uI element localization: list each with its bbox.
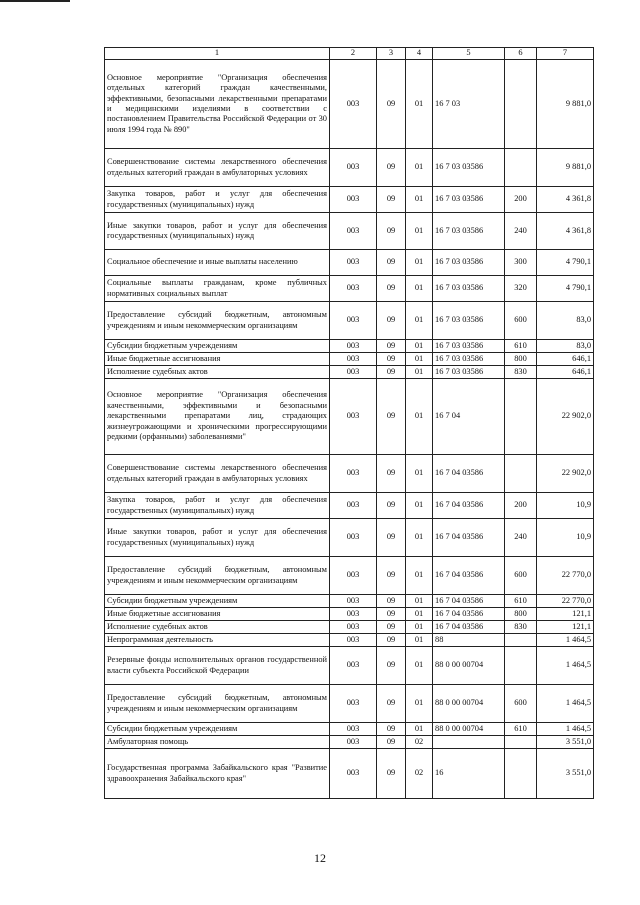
row-target-article: 16 7 03 03586 — [433, 149, 505, 187]
row-name: Исполнение судебных актов — [105, 621, 330, 634]
row-target-article: 16 7 03 03586 — [433, 366, 505, 379]
row-expense-type: 240 — [505, 519, 537, 557]
row-subsection-code: 01 — [406, 250, 433, 276]
row-amount: 22 770,0 — [537, 595, 594, 608]
row-ministry-code: 003 — [330, 379, 377, 455]
row-subsection-code: 01 — [406, 379, 433, 455]
row-subsection-code: 01 — [406, 595, 433, 608]
row-name: Совершенствование системы лекарственного обеспечения отдельных категорий граждан в амбулаторных условиях — [105, 455, 330, 493]
row-name: Основное мероприятие "Организация обеспечения отдельных категорий граждан качественными, эффективными, безопасными лекарственными препаратами и медицинскими изделиями в соответствии с постановлением Правительства Российской Федерации от 30 июля 1994 года № 890" — [105, 60, 330, 149]
table-row — [105, 595, 594, 608]
row-target-article: 88 — [433, 634, 505, 647]
row-target-article: 16 7 03 03586 — [433, 340, 505, 353]
row-section-code: 09 — [377, 634, 406, 647]
row-amount: 22 770,0 — [537, 557, 594, 595]
row-name: Амбулаторная помощь — [105, 736, 330, 749]
row-section-code: 09 — [377, 187, 406, 213]
col-header-7: 7 — [537, 48, 594, 60]
row-name: Государственная программа Забайкальского края "Развитие здравоохранения Забайкальского края" — [105, 749, 330, 799]
row-target-article: 88 0 00 00704 — [433, 685, 505, 723]
table-row — [105, 276, 594, 302]
row-ministry-code: 003 — [330, 455, 377, 493]
row-target-article: 16 7 03 03586 — [433, 250, 505, 276]
row-subsection-code: 01 — [406, 519, 433, 557]
row-expense-type: 240 — [505, 213, 537, 250]
row-name: Иные бюджетные ассигнования — [105, 608, 330, 621]
row-amount: 4 361,8 — [537, 187, 594, 213]
row-expense-type: 320 — [505, 276, 537, 302]
row-subsection-code: 02 — [406, 736, 433, 749]
row-amount: 4 790,1 — [537, 250, 594, 276]
row-subsection-code: 01 — [406, 276, 433, 302]
row-name: Иные закупки товаров, работ и услуг для обеспечения государственных (муниципальных) нужд — [105, 213, 330, 250]
row-expense-type: 600 — [505, 557, 537, 595]
table-row — [105, 685, 594, 723]
row-subsection-code: 01 — [406, 634, 433, 647]
row-ministry-code: 003 — [330, 685, 377, 723]
row-section-code: 09 — [377, 647, 406, 685]
row-expense-type — [505, 736, 537, 749]
row-name: Непрограммная деятельность — [105, 634, 330, 647]
row-target-article: 16 7 04 03586 — [433, 493, 505, 519]
row-section-code: 09 — [377, 608, 406, 621]
table-row — [105, 353, 594, 366]
table-row — [105, 634, 594, 647]
row-expense-type: 600 — [505, 685, 537, 723]
row-section-code: 09 — [377, 379, 406, 455]
row-amount: 121,1 — [537, 608, 594, 621]
row-section-code: 09 — [377, 276, 406, 302]
row-expense-type — [505, 749, 537, 799]
row-name: Иные закупки товаров, работ и услуг для обеспечения государственных (муниципальных) нужд — [105, 519, 330, 557]
row-amount: 22 902,0 — [537, 379, 594, 455]
row-target-article: 88 0 00 00704 — [433, 723, 505, 736]
row-expense-type: 610 — [505, 340, 537, 353]
row-section-code: 09 — [377, 340, 406, 353]
top-edge-mark — [0, 0, 70, 2]
row-subsection-code: 01 — [406, 493, 433, 519]
row-subsection-code: 01 — [406, 621, 433, 634]
row-subsection-code: 01 — [406, 455, 433, 493]
row-name: Исполнение судебных актов — [105, 366, 330, 379]
row-section-code: 09 — [377, 736, 406, 749]
row-ministry-code: 003 — [330, 493, 377, 519]
row-subsection-code: 01 — [406, 187, 433, 213]
row-name: Совершенствование системы лекарственного обеспечения отдельных категорий граждан в амбулаторных условиях — [105, 149, 330, 187]
table-row — [105, 455, 594, 493]
row-subsection-code: 01 — [406, 685, 433, 723]
row-section-code: 09 — [377, 149, 406, 187]
table-row — [105, 608, 594, 621]
row-section-code: 09 — [377, 60, 406, 149]
row-ministry-code: 003 — [330, 595, 377, 608]
row-amount: 10,9 — [537, 519, 594, 557]
row-ministry-code: 003 — [330, 647, 377, 685]
table-row — [105, 379, 594, 455]
col-header-4: 4 — [406, 48, 433, 60]
table-row — [105, 60, 594, 149]
row-expense-type: 610 — [505, 723, 537, 736]
row-amount: 4 790,1 — [537, 276, 594, 302]
row-expense-type: 200 — [505, 493, 537, 519]
row-name: Закупка товаров, работ и услуг для обеспечения государственных (муниципальных) нужд — [105, 493, 330, 519]
row-expense-type: 830 — [505, 621, 537, 634]
row-name: Предоставление субсидий бюджетным, автономным учреждениям и иным некоммерческим организациям — [105, 302, 330, 340]
row-amount: 1 464,5 — [537, 685, 594, 723]
row-section-code: 09 — [377, 519, 406, 557]
row-ministry-code: 003 — [330, 149, 377, 187]
row-amount: 1 464,5 — [537, 647, 594, 685]
row-name: Социальные выплаты гражданам, кроме публичных нормативных социальных выплат — [105, 276, 330, 302]
col-header-6: 6 — [505, 48, 537, 60]
row-subsection-code: 01 — [406, 60, 433, 149]
table-row — [105, 366, 594, 379]
row-section-code: 09 — [377, 353, 406, 366]
table-row — [105, 149, 594, 187]
row-amount: 3 551,0 — [537, 736, 594, 749]
row-section-code: 09 — [377, 557, 406, 595]
row-amount: 1 464,5 — [537, 634, 594, 647]
row-target-article: 16 7 04 03586 — [433, 621, 505, 634]
row-name: Основное мероприятие "Организация обеспечения качественными, эффективными и безопасными лекарственными препаратами лиц, страдающих жизнеугрожающими и хроническими прогрессирующими редкими (орфанными) заболеваниями" — [105, 379, 330, 455]
row-amount: 1 464,5 — [537, 723, 594, 736]
row-expense-type: 800 — [505, 608, 537, 621]
row-expense-type: 300 — [505, 250, 537, 276]
row-ministry-code: 003 — [330, 302, 377, 340]
row-ministry-code: 003 — [330, 187, 377, 213]
row-expense-type — [505, 149, 537, 187]
row-target-article: 16 7 03 03586 — [433, 187, 505, 213]
row-subsection-code: 01 — [406, 647, 433, 685]
row-ministry-code: 003 — [330, 519, 377, 557]
row-section-code: 09 — [377, 455, 406, 493]
row-section-code: 09 — [377, 493, 406, 519]
col-header-3: 3 — [377, 48, 406, 60]
row-expense-type — [505, 379, 537, 455]
table-row — [105, 340, 594, 353]
row-ministry-code: 003 — [330, 723, 377, 736]
row-subsection-code: 01 — [406, 340, 433, 353]
row-expense-type — [505, 455, 537, 493]
table-row — [105, 557, 594, 595]
table-row — [105, 187, 594, 213]
row-target-article: 16 7 04 03586 — [433, 455, 505, 493]
row-section-code: 09 — [377, 621, 406, 634]
table-row — [105, 519, 594, 557]
row-target-article: 16 7 03 03586 — [433, 213, 505, 250]
row-amount: 9 881,0 — [537, 60, 594, 149]
row-name: Социальное обеспечение и иные выплаты населению — [105, 250, 330, 276]
row-subsection-code: 01 — [406, 213, 433, 250]
row-section-code: 09 — [377, 595, 406, 608]
row-ministry-code: 003 — [330, 736, 377, 749]
row-amount: 4 361,8 — [537, 213, 594, 250]
row-section-code: 09 — [377, 213, 406, 250]
table-row — [105, 736, 594, 749]
row-target-article: 16 7 03 03586 — [433, 353, 505, 366]
row-ministry-code: 003 — [330, 213, 377, 250]
table-row — [105, 723, 594, 736]
table-row — [105, 647, 594, 685]
row-amount: 22 902,0 — [537, 455, 594, 493]
row-target-article: 16 7 03 — [433, 60, 505, 149]
row-ministry-code: 003 — [330, 557, 377, 595]
row-ministry-code: 003 — [330, 353, 377, 366]
row-amount: 646,1 — [537, 353, 594, 366]
row-subsection-code: 01 — [406, 366, 433, 379]
col-header-5: 5 — [433, 48, 505, 60]
row-name: Предоставление субсидий бюджетным, автономным учреждениям и иным некоммерческим организациям — [105, 685, 330, 723]
row-expense-type: 800 — [505, 353, 537, 366]
row-target-article — [433, 736, 505, 749]
table-row — [105, 493, 594, 519]
row-expense-type: 610 — [505, 595, 537, 608]
table-row — [105, 250, 594, 276]
row-section-code: 09 — [377, 366, 406, 379]
row-section-code: 09 — [377, 749, 406, 799]
row-name: Субсидии бюджетным учреждениям — [105, 723, 330, 736]
row-name: Субсидии бюджетным учреждениям — [105, 340, 330, 353]
col-header-1: 1 — [105, 48, 330, 60]
row-name: Закупка товаров, работ и услуг для обеспечения государственных (муниципальных) нужд — [105, 187, 330, 213]
row-expense-type: 200 — [505, 187, 537, 213]
row-target-article: 16 7 04 — [433, 379, 505, 455]
row-ministry-code: 003 — [330, 340, 377, 353]
row-subsection-code: 01 — [406, 723, 433, 736]
table-row — [105, 749, 594, 799]
row-amount: 3 551,0 — [537, 749, 594, 799]
row-section-code: 09 — [377, 685, 406, 723]
row-ministry-code: 003 — [330, 366, 377, 379]
row-ministry-code: 003 — [330, 276, 377, 302]
row-target-article: 16 7 04 03586 — [433, 595, 505, 608]
row-ministry-code: 003 — [330, 621, 377, 634]
row-target-article: 16 — [433, 749, 505, 799]
row-section-code: 09 — [377, 723, 406, 736]
row-subsection-code: 01 — [406, 302, 433, 340]
row-subsection-code: 01 — [406, 149, 433, 187]
row-target-article: 16 7 04 03586 — [433, 519, 505, 557]
row-expense-type: 600 — [505, 302, 537, 340]
row-amount: 9 881,0 — [537, 149, 594, 187]
row-expense-type — [505, 647, 537, 685]
row-name: Субсидии бюджетным учреждениям — [105, 595, 330, 608]
row-amount: 83,0 — [537, 302, 594, 340]
table-row — [105, 302, 594, 340]
page-number: 12 — [314, 851, 326, 865]
row-section-code: 09 — [377, 250, 406, 276]
row-ministry-code: 003 — [330, 634, 377, 647]
row-ministry-code: 003 — [330, 749, 377, 799]
table-header-row — [105, 48, 594, 60]
row-ministry-code: 003 — [330, 608, 377, 621]
row-target-article: 88 0 00 00704 — [433, 647, 505, 685]
row-name: Иные бюджетные ассигнования — [105, 353, 330, 366]
row-target-article: 16 7 04 03586 — [433, 608, 505, 621]
row-expense-type — [505, 60, 537, 149]
row-subsection-code: 02 — [406, 749, 433, 799]
row-amount: 121,1 — [537, 621, 594, 634]
row-target-article: 16 7 04 03586 — [433, 557, 505, 595]
row-ministry-code: 003 — [330, 60, 377, 149]
col-header-2: 2 — [330, 48, 377, 60]
row-target-article: 16 7 03 03586 — [433, 302, 505, 340]
row-ministry-code: 003 — [330, 250, 377, 276]
table-row — [105, 213, 594, 250]
row-subsection-code: 01 — [406, 557, 433, 595]
row-name: Резервные фонды исполнительных органов государственной власти субъекта Российской Федерации — [105, 647, 330, 685]
row-target-article: 16 7 03 03586 — [433, 276, 505, 302]
row-section-code: 09 — [377, 302, 406, 340]
row-amount: 10,9 — [537, 493, 594, 519]
row-amount: 646,1 — [537, 366, 594, 379]
table-row — [105, 621, 594, 634]
row-expense-type — [505, 634, 537, 647]
budget-table — [104, 47, 594, 799]
row-subsection-code: 01 — [406, 353, 433, 366]
row-subsection-code: 01 — [406, 608, 433, 621]
row-amount: 83,0 — [537, 340, 594, 353]
row-expense-type: 830 — [505, 366, 537, 379]
row-name: Предоставление субсидий бюджетным, автономным учреждениям и иным некоммерческим организациям — [105, 557, 330, 595]
